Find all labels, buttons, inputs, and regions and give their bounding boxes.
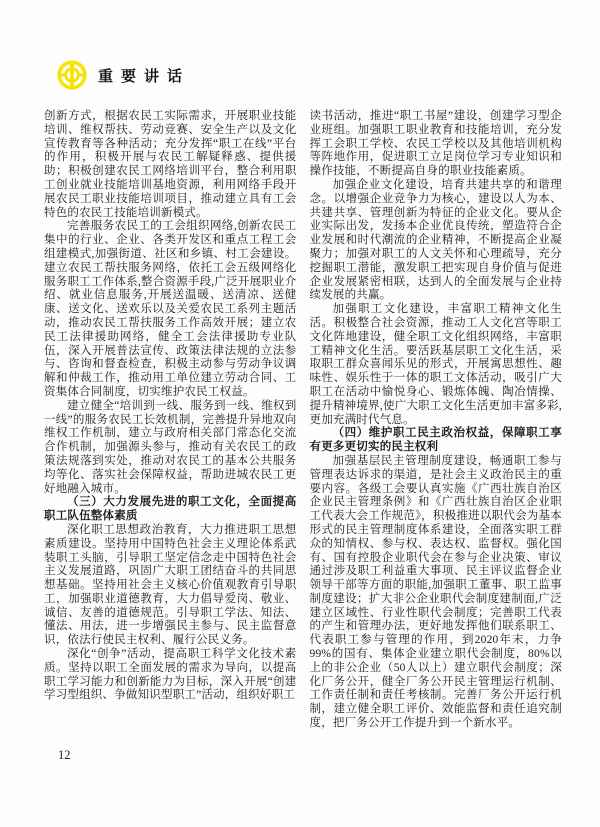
page-header [56, 59, 190, 91]
left-column [44, 110, 297, 731]
paragraph: 读书活动，推进“职工书屋”建设，创建学习型企业班组。加强职工职业教育和技能培训，充分发挥工会职工学校、农民工学校以及其他培训机构等阵地作用，促进职工立足岗位学习专业知识和操作技能，不断提高自身的职业技能素质。 [309, 110, 562, 178]
paragraph: 建立健全“培训到一线、服务到一线、维权到一线”的服务农民工长效机制，完善提升异地双向维权工作机制，建立与政府相关部门常态化交流合作机制，加强源头参与，推动有关农民工的政策法规落到实处，推动对农民工的基本公共服务均等化、落实社会保障权益，帮助进城农民工更好地融入城市。 [44, 399, 297, 495]
two-column-text [44, 110, 562, 731]
page-number: 12 [58, 748, 71, 762]
paragraph: 加强企业文化建设，培育共建共享的和谐理念。以增强企业竞争力为核心，建设以人为本、共建共享、管理创新为特征的企业文化。要从企业实际出发，发扬本企业优良传统，塑造符合企业发展和时代潮流的企业精神，不断提高企业凝聚力；加强对职工的人文关怀和心理疏导，充分挖掘职工潜能，激发职工把实现自身价值与促进企业发展紧密相联，达到人的全面发展与企业持续发展的共赢。 [309, 178, 562, 302]
page-title: 重要讲话 [98, 67, 191, 85]
union-logo-icon [56, 59, 88, 91]
paragraph: 深化“创争”活动，提高职工科学文化技术素质。坚持以职工全面发展的需求为导向，以提高职工学习能力和创新能力为目标，深入开展“创建学习型组织、争做知识型职工”活动，组织好职工 [44, 648, 297, 702]
section-heading: （三）大力发展先进的职工文化，全面提高职工队伍整体素质 [44, 496, 297, 523]
paragraph: 创新方式，根据农民工实际需求，开展职业技能培训、维权帮扶、劳动竞赛、安全生产以及文化宣传教育等各种活动；充分发挥“职工在线”平台的作用，积极开展与农民工解疑释惑、提供援助；积极创建农民工网络培训平台，整合利用职工创业就业技能培训基地资源，利用网络手段开展农民工职业技能培训项目，推动建立具有工会特色的农民工技能培训新模式。 [44, 110, 297, 219]
paragraph: 加强基层民主管理制度建设，畅通职工参与管理表达诉求的渠道，是社会主义政治民主的重要内容。各级工会要认真实施《广西壮族自治区企业民主管理条例》和《广西壮族自治区企业职工代表大会工作规范》，积极推进以职代会为基本形式的民主管理制度体系建设，全面落实职工群众的知情权、参与权、表达权、监督权。强化国有、国有控股企业职代会在参与企业决策、审议通过涉及职工利益重大事项、民主评议监督企业领导干部等方面的职能,加强职工董事、职工监事制度建设；扩大非公企业职代会制度建制面,广泛建立区域性、行业性职代会制度；完善职工代表的产生和管理办法，更好地发挥他们联系职工、代表职工参与管理的作用，到2020年末，力争99%的国有、集体企业建立职代会制度，80%以上的非公企业（50人以上）建立职代会制度；深化厂务公开，健全厂务公开民主管理运行机制、工作责任制和责任考核制。完善厂务公开运行机制，建立健全职工评价、效能监督和责任追究制度，把厂务公开工作提升到一个新水平。 [309, 454, 562, 730]
paragraph: 深化职工思想政治教育，大力推进职工思想素质建设。坚持用中国特色社会主义理论体系武装职工头脑，引导职工坚定信念走中国特色社会主义发展道路，巩固广大职工团结奋斗的共同思想基础。坚持用社会主义核心价值观教育引导职工，加强职业道德教育，大力倡导爱岗、敬业、诚信、友善的道德规范。引导职工学法、知法、懂法、用法，进一步增强民主参与、民主监督意识，依法行使民主权利、履行公民义务。 [44, 523, 297, 647]
paragraph: 完善服务农民工的工会组织网络,创新农民工集中的行业、企业、各类开发区和重点工程工会组建模式,加强街道、社区和乡镇、村工会建设。建立农民工帮扶服务网络，依托工会五级网络化服务职工工作体系,整合资源手段,广泛开展职业介绍、就业信息服务,开展送温暖、送清凉、送健康、送文化、送欢乐以及关爱农民工系列主题活动，推动农民工帮扶服务工作高效开展；建立农民工法律援助网络，健全工会法律援助专业队伍，深入开展普法宣传、政策法律法规的立法参与、咨询和督查检查，积极主动参与劳动争议调解和仲裁工作，推动用工单位建立劳动合同、工资集体合同制度，切实维护农民工权益。 [44, 220, 297, 398]
section-heading: （四）维护职工民主政治权益，保障职工享有更多更切实的民主权利 [309, 427, 562, 454]
paragraph: 加强职工文化建设，丰富职工精神文化生活。积极整合社会资源，推动工人文化宫等职工文化阵地建设，健全职工文化组织网络，丰富职工精神文化生活。要活跃基层职工文化生活，采取职工群众喜闻乐见的形式，开展寓思想性、趣味性、娱乐性于一体的职工文体活动，吸引广大职工在活动中愉悦身心、锻炼体魄、陶冶情操、提升精神境界,使广大职工文化生活更加丰富多彩,更加充满时代气息。 [309, 303, 562, 426]
right-column [310, 110, 563, 731]
